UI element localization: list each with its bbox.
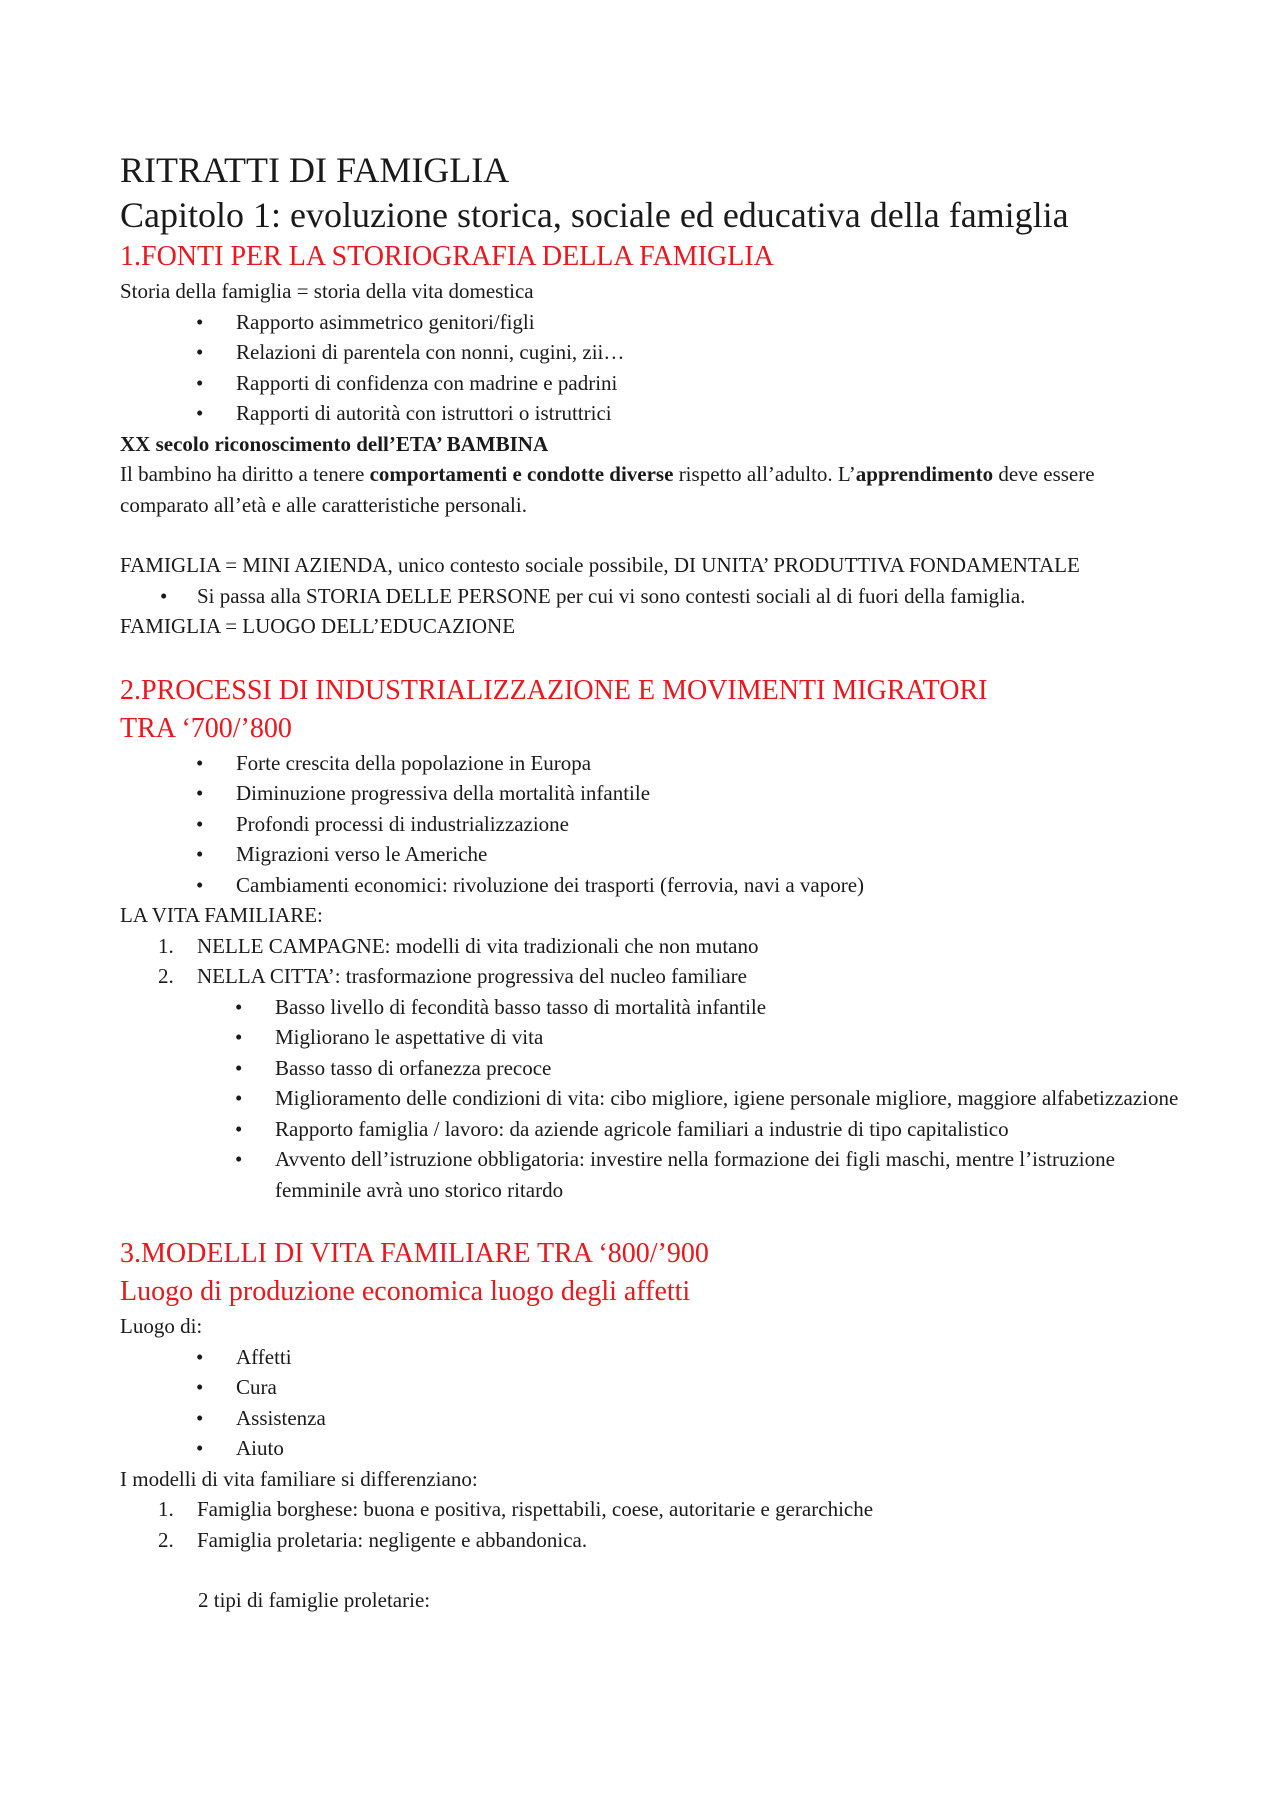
list-item: • Cura <box>196 1372 1180 1403</box>
list-item: 2. NELLA CITTA’: trasformazione progressiva del nucleo familiare <box>158 964 747 988</box>
section-3-heading: 3.MODELLI DI VITA FAMILIARE TRA ‘800/’900 <box>120 1238 709 1269</box>
s3-tipi: 2 tipi di famiglie proletarie: <box>198 1588 431 1612</box>
list-item: • Migliorano le aspettative di vita <box>235 1022 1180 1053</box>
section-3-subheading: Luogo di produzione economica luogo degli affetti <box>120 1276 691 1307</box>
chapter-title: Capitolo 1: evoluzione storica, sociale ed educativa della famiglia <box>120 195 1069 235</box>
list-item: • Assistenza <box>196 1403 1180 1434</box>
s1-famiglia-educazione: FAMIGLIA = LUOGO DELL’EDUCAZIONE <box>120 614 516 638</box>
list-item: • Migrazioni verso le Americhe <box>196 839 1180 870</box>
s1-intro: Storia della famiglia = storia della vita domestica <box>120 279 534 303</box>
s3-luogo: Luogo di: <box>120 1314 203 1338</box>
list-item: • Rapporto famiglia / lavoro: da aziende agricole familiari a industrie di tipo capitalistico <box>235 1114 1180 1145</box>
s1-bullet-list-2 <box>120 581 1180 612</box>
list-item: • Relazioni di parentela con nonni, cugini, zii… <box>196 337 1180 368</box>
section-1-heading: 1.FONTI PER LA STORIOGRAFIA DELLA FAMIGLIA <box>120 241 774 272</box>
list-item: 2. Famiglia proletaria: negligente e abbandonica. <box>158 1527 588 1552</box>
list-item: • Rapporto asimmetrico genitori/figli <box>196 307 1180 338</box>
list-item: • Affetti <box>196 1342 1180 1373</box>
list-item: • Cambiamenti economici: rivoluzione dei trasporti (ferrovia, navi a vapore) <box>196 870 1180 901</box>
list-item: • Rapporti di autorità con istruttori o istruttrici <box>196 398 1180 429</box>
document-page <box>120 148 1180 1616</box>
document-title: RITRATTI DI FAMIGLIA <box>120 150 510 190</box>
bold-text: comportamenti e condotte diverse <box>369 462 674 486</box>
s2-sub-bullet-list <box>120 992 1180 1206</box>
section-2-heading: 2.PROCESSI DI INDUSTRIALIZZAZIONE E MOVIMENTI MIGRATORI <box>120 674 988 706</box>
list-item: • Miglioramento delle condizioni di vita: cibo migliore, igiene personale migliore, maggiore alfabetizzazione <box>235 1083 1180 1114</box>
list-item: • Basso livello di fecondità basso tasso di mortalità infantile <box>235 992 1180 1023</box>
section-2-heading-line2: TRA ‘700/’800 <box>120 712 292 744</box>
s3-bullet-list <box>120 1342 1180 1464</box>
s3-modelli: I modelli di vita familiare si differenziano: <box>120 1466 478 1491</box>
list-item: • Profondi processi di industrializzazione <box>196 809 1180 840</box>
s1-paragraph: Il bambino ha diritto a tenere comportamenti e condotte diverse rispetto all’adulto. L’apprendimento deve essere comparato all’età e alle caratteristiche personali. <box>120 462 1095 517</box>
s1-bullet-list <box>120 307 1180 429</box>
list-item: 1. Famiglia borghese: buona e positiva, rispettabili, coese, autoritarie e gerarchiche <box>158 1497 874 1521</box>
list-item: • Si passa alla STORIA DELLE PERSONE per cui vi sono contesti sociali al di fuori della famiglia. <box>160 581 1180 612</box>
list-item: • Aiuto <box>196 1433 1180 1464</box>
list-item: • Basso tasso di orfanezza precoce <box>235 1053 1180 1084</box>
s2-bullet-list <box>120 748 1180 901</box>
s2-vita-familiare: LA VITA FAMILIARE: <box>120 903 323 927</box>
s3-numbered-list <box>120 1494 1180 1555</box>
list-item: 1. NELLE CAMPAGNE: modelli di vita tradizionali che non mutano <box>158 933 759 958</box>
s2-numbered-list <box>120 931 1180 992</box>
list-item: • Avvento dell’istruzione obbligatoria: investire nella formazione dei figli maschi, mentre l’istruzione femminile avrà uno storico ritardo <box>235 1144 1180 1205</box>
list-item: • Diminuzione progressiva della mortalità infantile <box>196 778 1180 809</box>
list-item: • Forte crescita della popolazione in Europa <box>196 748 1180 779</box>
s1-xx-secolo: XX secolo riconoscimento dell’ETA’ BAMBINA <box>120 431 549 456</box>
s1-famiglia-azienda: FAMIGLIA = MINI AZIENDA, unico contesto sociale possibile, DI UNITA’ PRODUTTIVA FONDAMENTALE <box>120 553 1080 577</box>
list-item: • Rapporti di confidenza con madrine e padrini <box>196 368 1180 399</box>
bold-text: apprendimento <box>855 462 994 486</box>
